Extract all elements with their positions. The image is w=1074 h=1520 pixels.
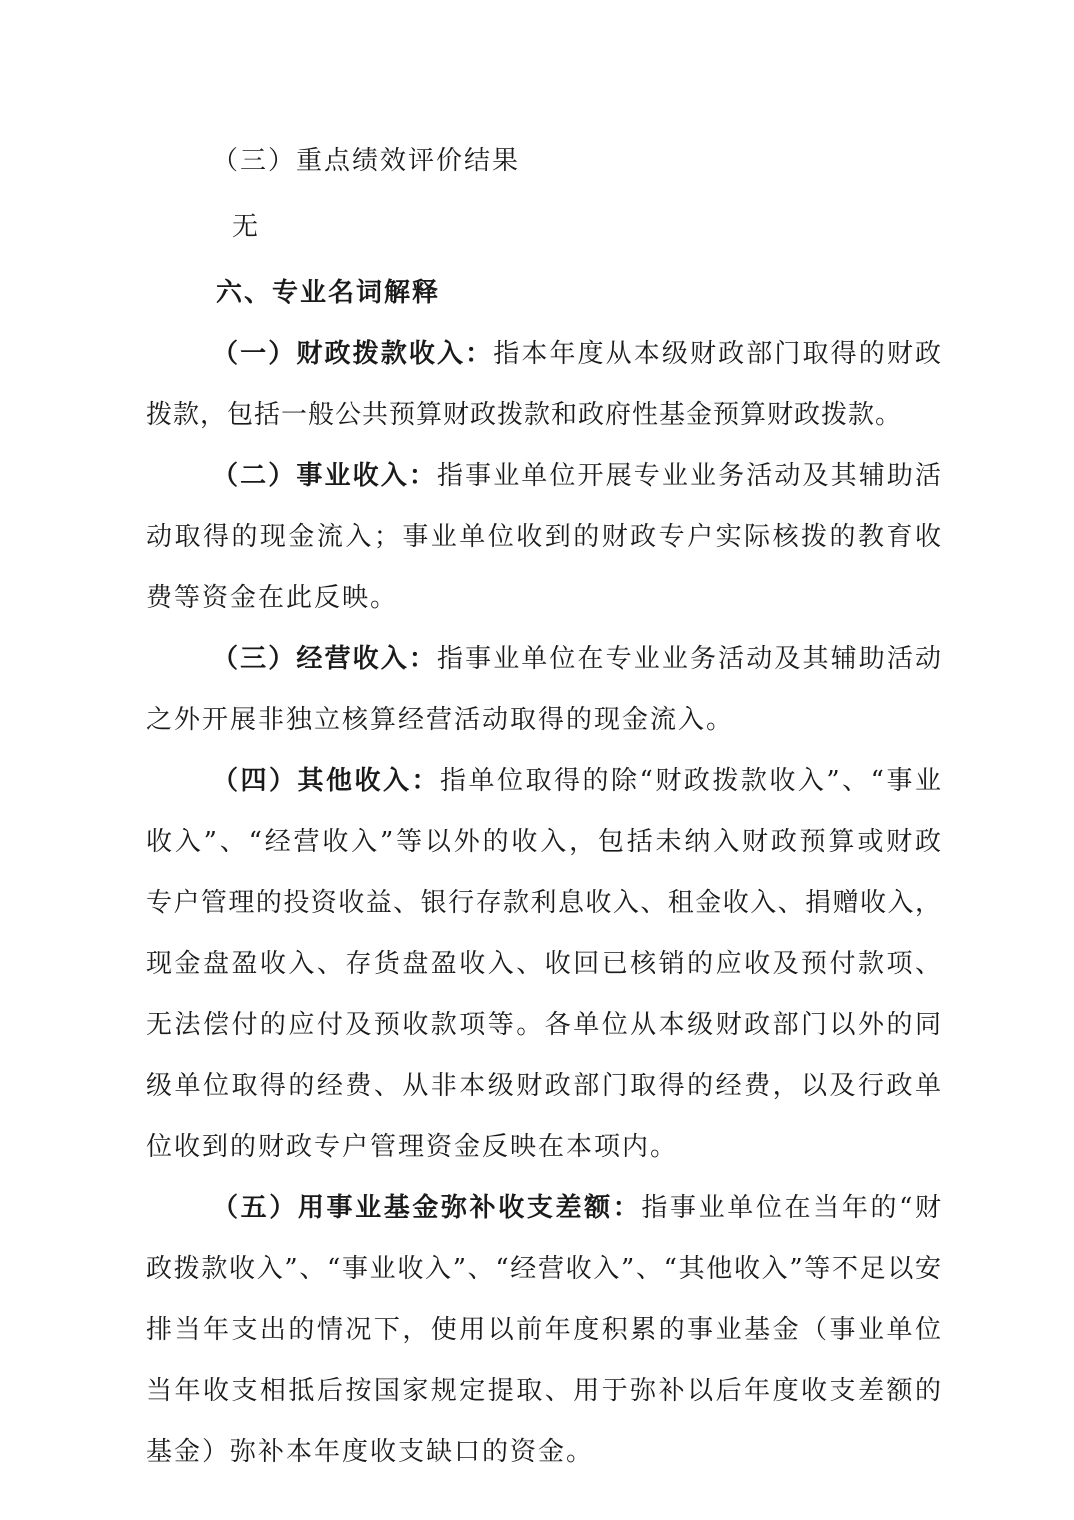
paragraph-line bbox=[146, 646, 941, 672]
paragraph-2 bbox=[146, 463, 941, 611]
paragraph-line: 之外开展非独立核算经营活动取得的现金流入。 bbox=[146, 705, 735, 735]
term-label: （三）经营收入： bbox=[212, 644, 437, 674]
section-title: 六、专业名词解释 bbox=[216, 278, 441, 308]
paragraph-line bbox=[146, 768, 941, 794]
paragraph-5 bbox=[146, 1195, 941, 1465]
paragraph-line: 当年收支相抵后按国家规定提取、用于弥补以后年度收支差额的 bbox=[146, 1376, 941, 1406]
paragraph-text: 指事业单位在专业业务活动及其辅助活动 bbox=[436, 644, 941, 674]
paragraph-line: 专户管理的投资收益、银行存款利息收入、租金收入、捐赠收入， bbox=[146, 888, 941, 918]
paragraph-line: 现金盘盈收入、存货盘盈收入、收回已核销的应收及预付款项、 bbox=[146, 949, 941, 979]
paragraph-line: 动取得的现金流入；事业单位收到的财政专户实际核拨的教育收 bbox=[146, 522, 941, 552]
paragraph-line bbox=[146, 341, 941, 367]
paragraph-line: 拨款，包括一般公共预算财政拨款和政府性基金预算财政拨款。 bbox=[146, 400, 903, 430]
paragraph-line: 收入”、“经营收入”等以外的收入，包括未纳入财政预算或财政 bbox=[146, 827, 941, 857]
paragraph-line: 排当年支出的情况下，使用以前年度积累的事业基金（事业单位 bbox=[146, 1315, 941, 1345]
paragraph-4 bbox=[146, 768, 941, 1160]
paragraph-line: 级单位取得的经费、从非本级财政部门取得的经费，以及行政单 bbox=[146, 1071, 941, 1101]
paragraph-line: 费等资金在此反映。 bbox=[146, 583, 399, 613]
paragraph-text: 指本年度从本级财政部门取得的财政 bbox=[493, 339, 941, 369]
none-text: 无 bbox=[232, 212, 261, 242]
paragraph-line bbox=[146, 1195, 941, 1221]
paragraph-line bbox=[146, 463, 941, 489]
paragraph-text: 指事业单位在当年的“财 bbox=[641, 1193, 941, 1223]
paragraph-line: 政拨款收入”、“事业收入”、“经营收入”、“其他收入”等不足以安 bbox=[146, 1254, 941, 1284]
paragraph-line: 基金）弥补本年度收支缺口的资金。 bbox=[146, 1437, 595, 1467]
term-label: （四）其他收入： bbox=[212, 766, 441, 796]
term-label: （二）事业收入： bbox=[212, 461, 437, 491]
subsection-heading: （三）重点绩效评价结果 bbox=[212, 146, 521, 176]
paragraph-text: 指事业单位开展专业业务活动及其辅助活 bbox=[436, 461, 941, 491]
paragraph-1 bbox=[146, 341, 941, 428]
term-label: （一）财政拨款收入： bbox=[212, 339, 494, 369]
term-label: （五）用事业基金弥补收支差额： bbox=[212, 1193, 642, 1223]
paragraph-line: 位收到的财政专户管理资金反映在本项内。 bbox=[146, 1132, 679, 1162]
paragraph-text: 指单位取得的除“财政拨款收入”、“事业 bbox=[440, 766, 941, 796]
paragraph-line: 无法偿付的应付及预收款项等。各单位从本级财政部门以外的同 bbox=[146, 1010, 941, 1040]
document-body bbox=[146, 148, 941, 1465]
paragraph-3 bbox=[146, 646, 941, 733]
